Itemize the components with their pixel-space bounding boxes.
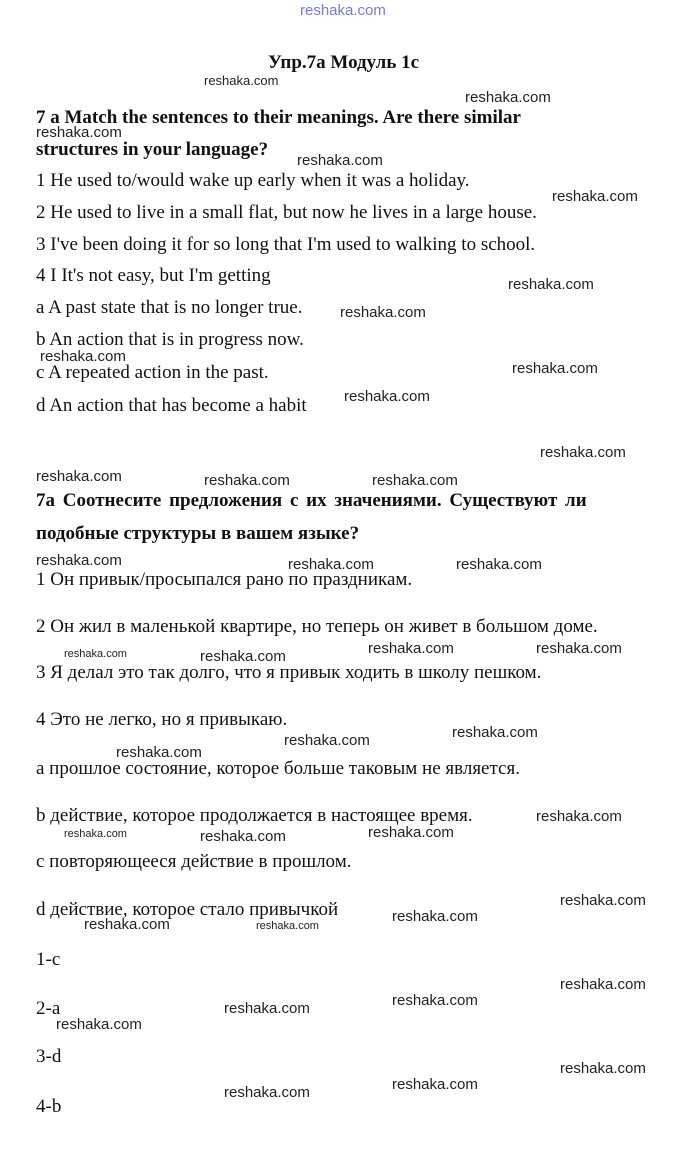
watermark: reshaka.com xyxy=(392,908,478,925)
task-ru-line1: 7a Соотнесите предложения с их значениями. Существуют ли xyxy=(36,490,587,511)
watermark: reshaka.com xyxy=(536,808,622,825)
watermark: reshaka.com xyxy=(288,556,374,573)
sentence-ru-3: 3 Я делал это так долго, что я привык ходить в школу пешком. xyxy=(36,662,542,683)
watermark: reshaka.com xyxy=(204,73,279,88)
sentence-ru-2: 2 Он жил в маленькой квартире, но теперь он живет в большом доме. xyxy=(36,616,598,637)
watermark: reshaka.com xyxy=(340,304,426,321)
watermark: reshaka.com xyxy=(560,1060,646,1077)
sentence-en-3: 3 I've been doing it for so long that I'm used to walking to school. xyxy=(36,234,536,255)
watermark: reshaka.com xyxy=(392,1076,478,1093)
watermark: reshaka.com xyxy=(84,916,170,933)
watermark: reshaka.com xyxy=(256,920,319,932)
meaning-en-b: b An action that is in progress now. xyxy=(36,329,304,350)
watermark: reshaka.com xyxy=(200,648,286,665)
watermark: reshaka.com xyxy=(452,724,538,741)
sentence-ru-1: 1 Он привык/просыпался рано по праздникам. xyxy=(36,569,413,590)
sentence-en-1: 1 He used to/would wake up early when it was a holiday. xyxy=(36,170,470,191)
watermark: reshaka.com xyxy=(552,188,638,205)
top-watermark: reshaka.com xyxy=(300,2,386,19)
watermark: reshaka.com xyxy=(36,468,122,485)
task-en-line1: 7 a Match the sentences to their meanings. Are there similar xyxy=(36,107,521,128)
watermark: reshaka.com xyxy=(36,552,122,569)
watermark: reshaka.com xyxy=(368,640,454,657)
sentence-en-2: 2 He used to live in a small flat, but now he lives in a large house. xyxy=(36,202,537,223)
watermark: reshaka.com xyxy=(36,124,122,141)
meaning-ru-a: a прошлое состояние, которое больше таковым не является. xyxy=(36,758,520,779)
sentence-ru-4: 4 Это не легко, но я привыкаю. xyxy=(36,709,288,730)
watermark: reshaka.com xyxy=(224,1000,310,1017)
watermark: reshaka.com xyxy=(540,444,626,461)
watermark: reshaka.com xyxy=(456,556,542,573)
watermark: reshaka.com xyxy=(204,472,290,489)
watermark: reshaka.com xyxy=(392,992,478,1009)
answer-3: 3-d xyxy=(36,1046,62,1067)
task-ru-line2: подобные структуры в вашем языке? xyxy=(36,523,360,544)
watermark: reshaka.com xyxy=(297,152,383,169)
meaning-ru-d: d действие, которое стало привычкой xyxy=(36,899,339,920)
answer-1: 1-c xyxy=(36,949,61,970)
watermark: reshaka.com xyxy=(40,348,126,365)
watermark: reshaka.com xyxy=(512,360,598,377)
watermark: reshaka.com xyxy=(560,892,646,909)
meaning-ru-c: c повторяющееся действие в прошлом. xyxy=(36,851,352,872)
watermark: reshaka.com xyxy=(200,828,286,845)
watermark: reshaka.com xyxy=(465,89,551,106)
watermark: reshaka.com xyxy=(372,472,458,489)
meaning-en-d: d An action that has become a habit xyxy=(36,395,307,416)
meaning-ru-b: b действие, которое продолжается в настоящее время. xyxy=(36,805,473,826)
answer-2: 2-a xyxy=(36,998,61,1019)
watermark: reshaka.com xyxy=(64,828,127,840)
watermark: reshaka.com xyxy=(560,976,646,993)
watermark: reshaka.com xyxy=(64,648,127,660)
meaning-en-a: a A past state that is no longer true. xyxy=(36,297,303,318)
answer-4: 4-b xyxy=(36,1096,62,1117)
watermark: reshaka.com xyxy=(344,388,430,405)
sentence-en-4: 4 I It's not easy, but I'm getting xyxy=(36,265,271,286)
watermark: reshaka.com xyxy=(536,640,622,657)
page-title: Упр.7а Модуль 1с xyxy=(268,52,420,73)
meaning-en-c: c A repeated action in the past. xyxy=(36,362,269,383)
watermark: reshaka.com xyxy=(56,1016,142,1033)
watermark: reshaka.com xyxy=(368,824,454,841)
watermark: reshaka.com xyxy=(284,732,370,749)
watermark: reshaka.com xyxy=(224,1084,310,1101)
watermark: reshaka.com xyxy=(508,276,594,293)
watermark: reshaka.com xyxy=(116,744,202,761)
task-en-line2: structures in your language? xyxy=(36,139,269,160)
